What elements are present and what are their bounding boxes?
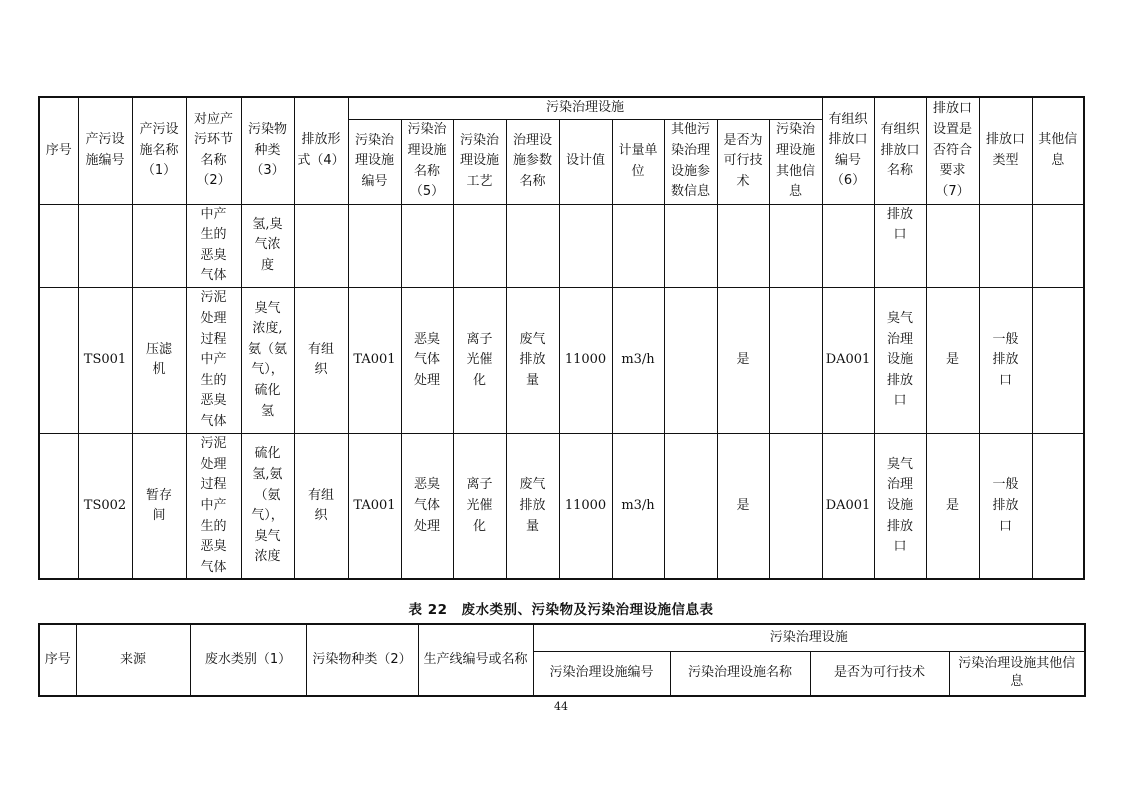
cell-feasible: 是 — [717, 433, 769, 579]
cell-unit: m3/h — [612, 287, 664, 433]
header-wastewater-type: 废水类别（1） — [190, 624, 306, 696]
cell-feasible: 是 — [717, 287, 769, 433]
cell-ctrl-id: TA001 — [348, 433, 401, 579]
cell-facility-name: 暂存 间 — [132, 433, 186, 579]
header-feasible: 是否为 可行技 术 — [717, 119, 769, 204]
header-facility-name: 产污设 施名称 （1） — [132, 97, 186, 204]
cell-other-info — [1032, 287, 1084, 433]
cell-ctrl-process — [453, 204, 506, 287]
cell-outlet-id — [822, 204, 874, 287]
header-pollutant: 污染物 种类（3） — [241, 97, 294, 204]
cell-discharge-form: 有组 织 — [294, 287, 348, 433]
cell-ctrl-other — [769, 204, 822, 287]
header-outlet-compliant: 排放口 设置是 否符合 要求（7） — [926, 97, 979, 204]
cell-other-info — [1032, 204, 1084, 287]
cell-link-name: 污泥 处理 过程 中产 生的 恶臭 气体 — [186, 287, 241, 433]
cell-ctrl-name — [401, 204, 453, 287]
cell-outlet-name: 臭气 治理 设施 排放 口 — [874, 287, 926, 433]
cell-unit: m3/h — [612, 433, 664, 579]
cell-seq — [39, 433, 78, 579]
cell-facility-name — [132, 204, 186, 287]
header-seq: 序号 — [39, 624, 76, 696]
header-ctrl-process: 污染治 理设施 工艺 — [453, 119, 506, 204]
cell-ctrl-id: TA001 — [348, 287, 401, 433]
cell-ctrl-name: 恶臭 气体 处理 — [401, 287, 453, 433]
cell-design-value: 11000 — [559, 287, 612, 433]
cell-ctrl-param: 废气 排放 量 — [506, 433, 559, 579]
cell-outlet-id: DA001 — [822, 287, 874, 433]
cell-other-info — [1032, 433, 1084, 579]
header-facility-id: 产污设 施编号 — [78, 97, 132, 204]
table-22-caption: 表 22 废水类别、污染物及污染治理设施信息表 — [408, 602, 714, 618]
cell-discharge-form: 有组 织 — [294, 433, 348, 579]
cell-feasible — [717, 204, 769, 287]
cell-pollutant: 臭气 浓度, 氨（氨 气）， 硫化 氢 — [241, 287, 294, 433]
header-ctrl-other: 污染治理设施其他信 息 — [949, 651, 1085, 696]
cell-outlet-type: 一般 排放 口 — [979, 433, 1032, 579]
cell-ctrl-process: 离子 光催 化 — [453, 287, 506, 433]
table-row — [39, 287, 1084, 433]
cell-ctrl-process: 离子 光催 化 — [453, 433, 506, 579]
cell-discharge-form — [294, 204, 348, 287]
cell-pollutant: 硫化 氢,氨 （氨 气）， 臭气 浓度 — [241, 433, 294, 579]
cell-ctrl-param — [506, 204, 559, 287]
table-row — [39, 433, 1084, 579]
header-discharge-form: 排放形 式（4） — [294, 97, 348, 204]
cell-ctrl-other — [769, 433, 822, 579]
cell-outlet-compliant — [926, 204, 979, 287]
cell-facility-id: TS002 — [78, 433, 132, 579]
header-other-param: 其他污 染治理 设施参 数信息 — [664, 119, 717, 204]
cell-unit — [612, 204, 664, 287]
cell-seq — [39, 287, 78, 433]
header-ctrl-param: 治理设 施参数 名称 — [506, 119, 559, 204]
header-group-pollution-control: 污染治理设施 — [348, 97, 822, 119]
header-feasible: 是否为可行技术 — [810, 651, 949, 696]
wastewater-table — [38, 623, 1086, 697]
cell-ctrl-other — [769, 287, 822, 433]
header-ctrl-id: 污染治理设施编号 — [533, 651, 670, 696]
header-seq: 序号 — [39, 97, 78, 204]
header-design-value: 设计值 — [559, 119, 612, 204]
header-group-pollution-control: 污染治理设施 — [533, 624, 1085, 651]
cell-ctrl-name: 恶臭 气体 处理 — [401, 433, 453, 579]
cell-outlet-compliant: 是 — [926, 433, 979, 579]
cell-facility-id: TS001 — [78, 287, 132, 433]
cell-outlet-name: 排放 口 — [874, 204, 926, 287]
cell-link-name: 中产 生的 恶臭 气体 — [186, 204, 241, 287]
header-ctrl-name: 污染治 理设施 名称（5） — [401, 119, 453, 204]
header-outlet-name: 有组织 排放口 名称 — [874, 97, 926, 204]
cell-other-param — [664, 287, 717, 433]
cell-design-value — [559, 204, 612, 287]
cell-facility-id — [78, 204, 132, 287]
cell-outlet-name: 臭气 治理 设施 排放 口 — [874, 433, 926, 579]
cell-other-param — [664, 433, 717, 579]
header-pollutant-type: 污染物种类（2） — [306, 624, 418, 696]
cell-seq — [39, 204, 78, 287]
cell-link-name: 污泥 处理 过程 中产 生的 恶臭 气体 — [186, 433, 241, 579]
header-outlet-type: 排放口 类型 — [979, 97, 1032, 204]
cell-facility-name: 压滤 机 — [132, 287, 186, 433]
header-link-name: 对应产 污环节 名称（2） — [186, 97, 241, 204]
cell-ctrl-id — [348, 204, 401, 287]
header-line-id: 生产线编号或名称 — [418, 624, 533, 696]
table-row — [39, 204, 1084, 287]
cell-outlet-compliant: 是 — [926, 287, 979, 433]
cell-design-value: 11000 — [559, 433, 612, 579]
header-ctrl-other: 污染治 理设施 其他信 息 — [769, 119, 822, 204]
pollution-facility-table — [38, 96, 1085, 580]
cell-other-param — [664, 204, 717, 287]
cell-pollutant: 氢,臭 气浓 度 — [241, 204, 294, 287]
page-number: 44 — [554, 700, 568, 713]
cell-ctrl-param: 废气 排放 量 — [506, 287, 559, 433]
header-source: 来源 — [76, 624, 190, 696]
header-unit: 计量单 位 — [612, 119, 664, 204]
cell-outlet-type — [979, 204, 1032, 287]
cell-outlet-type: 一般 排放 口 — [979, 287, 1032, 433]
header-other-info: 其他信 息 — [1032, 97, 1084, 204]
cell-outlet-id: DA001 — [822, 433, 874, 579]
header-ctrl-id: 污染治 理设施 编号 — [348, 119, 401, 204]
header-ctrl-name: 污染治理设施名称 — [670, 651, 810, 696]
header-outlet-id: 有组织 排放口 编号（6） — [822, 97, 874, 204]
